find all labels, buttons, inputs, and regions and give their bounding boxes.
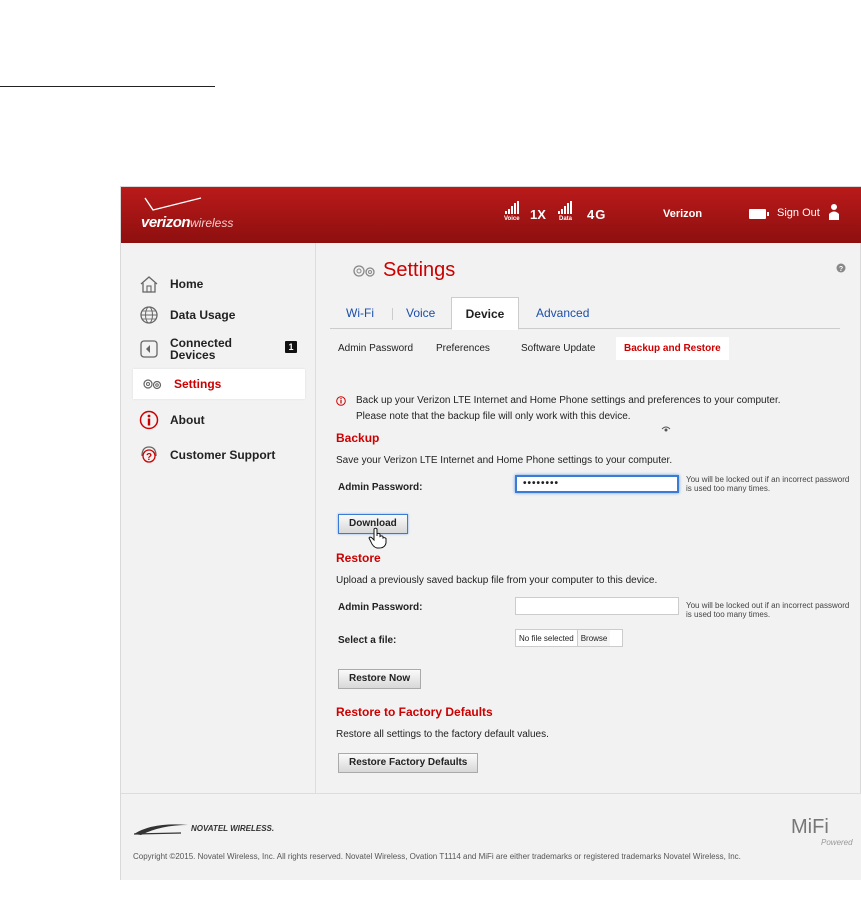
restore-title: Restore xyxy=(336,551,381,565)
svg-text:?: ? xyxy=(145,452,153,463)
device-count-badge: 1 xyxy=(285,341,297,353)
label-line-1: Connected xyxy=(170,336,233,350)
verizon-logo[interactable] xyxy=(141,196,291,236)
backup-password-hint: You will be locked out if an incorrect password is used too many times. xyxy=(686,475,850,493)
sidebar-item-label: Home xyxy=(170,277,204,291)
sidebar-item-label: Settings xyxy=(174,377,222,391)
tab-device[interactable]: Device xyxy=(451,297,519,330)
browse-button[interactable]: Browse xyxy=(578,630,611,646)
support-icon xyxy=(139,445,159,465)
data-label: Data xyxy=(559,216,573,222)
sidebar-item-settings[interactable] xyxy=(133,369,305,399)
gears-icon xyxy=(141,374,163,394)
hand-cursor-icon xyxy=(368,527,388,549)
voice-signal-indicator xyxy=(503,199,523,223)
restore-password-hint: You will be locked out if an incorrect password is used too many times. xyxy=(686,601,850,619)
novatel-logo xyxy=(133,822,275,838)
sidebar-item-home[interactable] xyxy=(131,269,305,299)
network-1x: 1X xyxy=(530,207,546,222)
file-status: No file selected xyxy=(516,630,578,646)
novatel-swoosh-icon xyxy=(133,822,189,836)
settings-tabs xyxy=(330,297,840,329)
novatel-wordmark: NOVATEL WIRELESS. xyxy=(191,824,275,833)
data-signal-indicator xyxy=(556,199,576,223)
verizon-check-icon xyxy=(143,196,203,212)
user-icon[interactable] xyxy=(829,203,839,221)
mifi-logo: MiFi xyxy=(791,816,829,838)
restore-factory-defaults-button[interactable]: Restore Factory Defaults xyxy=(338,753,478,773)
info-icon xyxy=(139,410,159,430)
password-reveal-icon[interactable] xyxy=(661,426,671,434)
network-4g: 4G xyxy=(587,207,607,222)
subtab-software-update[interactable]: Software Update xyxy=(521,343,596,354)
tab-voice[interactable]: Voice xyxy=(406,306,436,320)
backup-title: Backup xyxy=(336,431,380,445)
sidebar-item-customer-support[interactable] xyxy=(131,440,305,470)
page-title xyxy=(351,259,455,282)
subtab-backup-restore[interactable]: Backup and Restore xyxy=(616,337,729,360)
label-line-2: Devices xyxy=(170,348,216,362)
select-file-label: Select a file: xyxy=(338,635,397,646)
download-button[interactable]: Download xyxy=(338,514,408,534)
subtab-preferences[interactable]: Preferences xyxy=(436,343,490,354)
help-icon[interactable] xyxy=(836,263,846,273)
restore-password-label: Admin Password: xyxy=(338,602,423,613)
sidebar-item-label: Data Usage xyxy=(170,308,236,322)
battery-icon xyxy=(749,209,766,219)
backup-password-input[interactable]: •••••••• xyxy=(515,475,679,493)
sidebar-item-label: About xyxy=(170,413,205,427)
top-rule xyxy=(0,86,215,87)
factory-defaults-title: Restore to Factory Defaults xyxy=(336,705,493,719)
info-line-1: Back up your Verizon LTE Internet and Home Phone settings and preferences to your computer. xyxy=(356,395,781,406)
globe-icon xyxy=(139,305,159,325)
restore-now-button[interactable]: Restore Now xyxy=(338,669,421,689)
voice-label: Voice xyxy=(504,216,520,222)
file-picker[interactable] xyxy=(515,629,623,647)
page-title-text: Settings xyxy=(383,259,456,281)
footer xyxy=(121,793,861,880)
header-bar xyxy=(121,187,861,243)
sign-out-link[interactable]: Sign Out xyxy=(777,207,820,219)
tab-wifi[interactable]: Wi-Fi xyxy=(346,306,374,320)
backup-password-label: Admin Password: xyxy=(338,482,423,493)
verizon-wordmark: verizonwireless xyxy=(141,214,234,231)
home-icon xyxy=(139,274,159,294)
device-icon xyxy=(139,339,159,359)
subtab-admin-password[interactable]: Admin Password xyxy=(338,343,414,354)
factory-defaults-desc: Restore all settings to the factory default values. xyxy=(336,729,549,740)
signal-bars-icon xyxy=(558,201,572,214)
info-notice xyxy=(336,393,836,425)
backup-desc: Save your Verizon LTE Internet and Home Phone settings to your computer. xyxy=(336,455,673,466)
gears-icon xyxy=(351,262,377,280)
sidebar-item-data-usage[interactable] xyxy=(131,300,305,330)
tab-separator xyxy=(392,308,393,320)
sidebar-nav xyxy=(121,243,315,793)
sidebar-item-about[interactable] xyxy=(131,405,305,435)
info-line-2: Please note that the backup file will only work with this device. xyxy=(356,411,631,422)
restore-desc: Upload a previously saved backup file from your computer to this device. xyxy=(336,575,658,586)
copyright-text: Copyright ©2015. Novatel Wireless, Inc. All rights reserved. Novatel Wireless, Ovation T1114 and MiFi are either trademarks or registered trademarks Novatel Wireless, Inc. xyxy=(133,852,741,861)
sidebar-item-label xyxy=(170,337,232,361)
tab-advanced[interactable]: Advanced xyxy=(536,306,590,320)
info-icon xyxy=(336,396,346,406)
device-web-ui xyxy=(120,186,861,880)
signal-bars-icon xyxy=(505,201,519,214)
svg-text:?: ? xyxy=(838,266,844,273)
sidebar-item-label: Customer Support xyxy=(170,448,276,462)
sidebar-item-connected-devices[interactable] xyxy=(131,333,305,365)
mifi-powered: Powered xyxy=(821,838,853,847)
carrier-name: Verizon xyxy=(663,208,703,220)
main-content xyxy=(316,243,861,793)
restore-password-input[interactable] xyxy=(515,597,679,615)
